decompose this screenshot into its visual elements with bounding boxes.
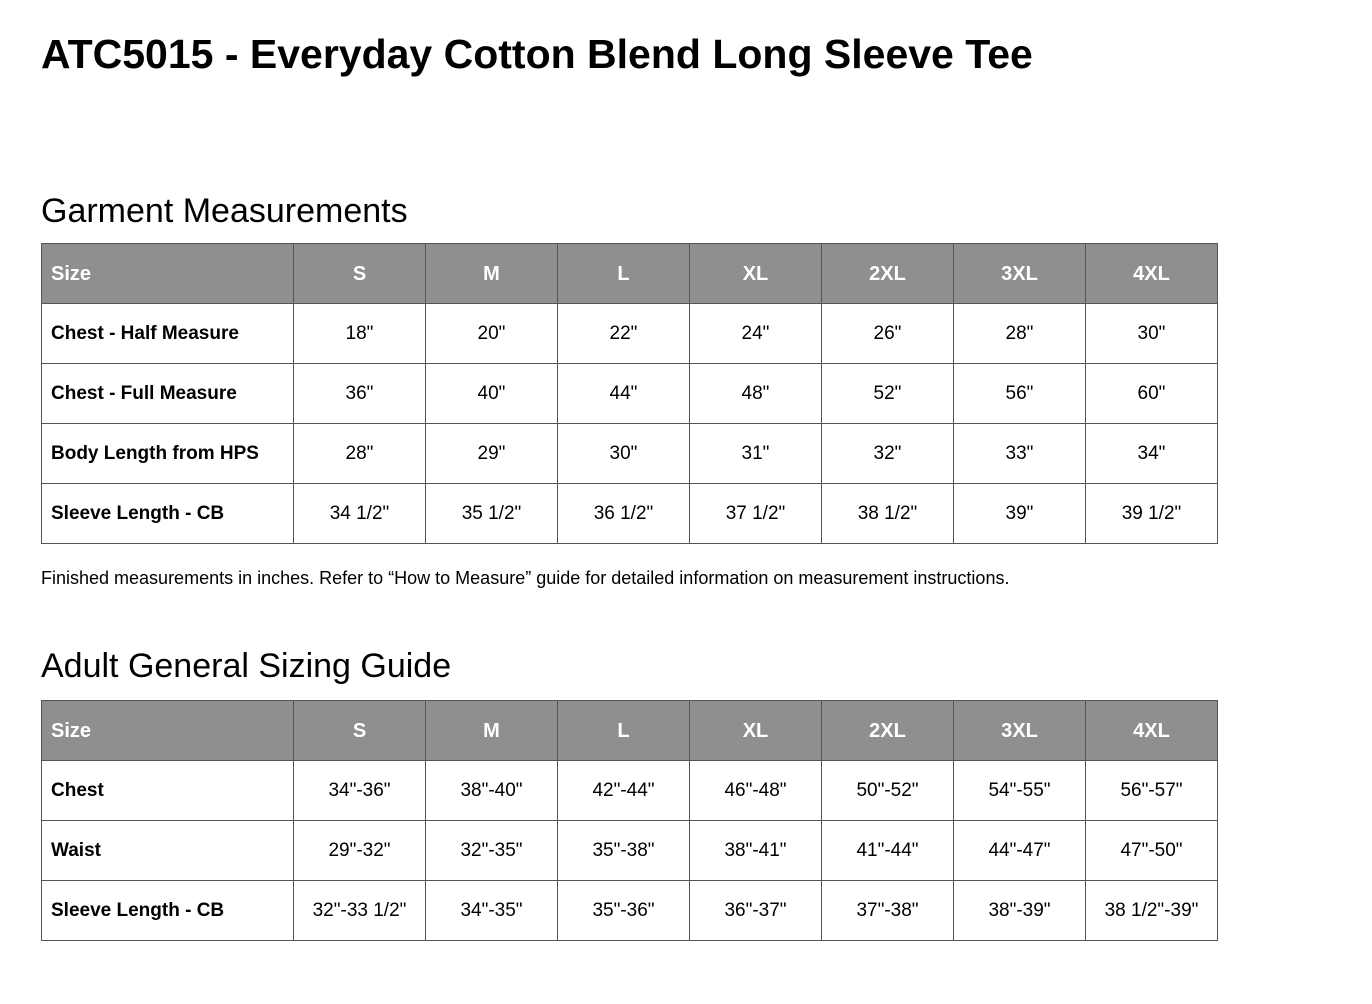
table-cell: 54"-55" [954,761,1086,821]
table-cell: 34"-35" [426,881,558,941]
table-cell: 39 1/2" [1086,484,1218,544]
table-cell: 38 1/2" [822,484,954,544]
measurement-note: Finished measurements in inches. Refer to “How to Measure” guide for detailed information on measurement instructions. [41,568,1010,588]
table-header-row [42,244,1218,304]
size-header-cell: M [426,701,558,761]
table-cell: 30" [558,424,690,484]
garment-measurements-table [41,243,1218,544]
table-cell: 35"-38" [558,821,690,881]
row-label: Chest - Half Measure [42,304,294,364]
row-label: Sleeve Length - CB [42,484,294,544]
table-cell: 30" [1086,304,1218,364]
size-header-cell: S [294,244,426,304]
table-cell: 38"-40" [426,761,558,821]
table-header-row [42,701,1218,761]
table-cell: 29"-32" [294,821,426,881]
table-cell: 42"-44" [558,761,690,821]
size-header-cell: 3XL [954,244,1086,304]
table-cell: 50"-52" [822,761,954,821]
size-header-cell: 2XL [822,701,954,761]
table-cell: 20" [426,304,558,364]
table-row [42,484,1218,544]
table-row [42,821,1218,881]
table-row [42,424,1218,484]
table-cell: 38"-39" [954,881,1086,941]
table-cell: 35"-36" [558,881,690,941]
table-cell: 37"-38" [822,881,954,941]
table-cell: 18" [294,304,426,364]
table-cell: 36 1/2" [558,484,690,544]
table-row [42,761,1218,821]
table-cell: 32"-35" [426,821,558,881]
size-header-cell: 4XL [1086,701,1218,761]
sizing-guide-title: Adult General Sizing Guide [41,647,452,685]
table-cell: 48" [690,364,822,424]
table-cell: 41"-44" [822,821,954,881]
size-header-cell: L [558,244,690,304]
table-cell: 38"-41" [690,821,822,881]
size-header-cell: S [294,701,426,761]
table-cell: 52" [822,364,954,424]
size-header-cell: 2XL [822,244,954,304]
table-cell: 44"-47" [954,821,1086,881]
size-header-label: Size [42,701,294,761]
table-cell: 46"-48" [690,761,822,821]
table-row [42,881,1218,941]
size-header-cell: 4XL [1086,244,1218,304]
sizing-guide-table [41,700,1218,941]
size-header-cell: M [426,244,558,304]
table-cell: 56"-57" [1086,761,1218,821]
table-cell: 39" [954,484,1086,544]
table-cell: 36" [294,364,426,424]
page-title: ATC5015 - Everyday Cotton Blend Long Sleeve Tee [41,31,1033,77]
row-label: Body Length from HPS [42,424,294,484]
table-cell: 33" [954,424,1086,484]
size-header-cell: 3XL [954,701,1086,761]
table-cell: 35 1/2" [426,484,558,544]
table-cell: 34 1/2" [294,484,426,544]
table-cell: 37 1/2" [690,484,822,544]
row-label: Sleeve Length - CB [42,881,294,941]
table-cell: 31" [690,424,822,484]
row-label: Chest [42,761,294,821]
row-label: Waist [42,821,294,881]
table-cell: 56" [954,364,1086,424]
size-header-cell: XL [690,244,822,304]
table-cell: 29" [426,424,558,484]
table-cell: 34"-36" [294,761,426,821]
table-cell: 22" [558,304,690,364]
table-cell: 28" [954,304,1086,364]
size-header-label: Size [42,244,294,304]
table-cell: 32" [822,424,954,484]
size-header-cell: XL [690,701,822,761]
table-cell: 60" [1086,364,1218,424]
table-cell: 47"-50" [1086,821,1218,881]
table-row [42,364,1218,424]
table-cell: 44" [558,364,690,424]
table-row [42,304,1218,364]
garment-measurements-title: Garment Measurements [41,192,408,230]
table-cell: 38 1/2"-39" [1086,881,1218,941]
size-header-cell: L [558,701,690,761]
table-cell: 26" [822,304,954,364]
row-label: Chest - Full Measure [42,364,294,424]
table-cell: 32"-33 1/2" [294,881,426,941]
table-cell: 36"-37" [690,881,822,941]
table-cell: 34" [1086,424,1218,484]
table-cell: 40" [426,364,558,424]
table-cell: 28" [294,424,426,484]
table-cell: 24" [690,304,822,364]
